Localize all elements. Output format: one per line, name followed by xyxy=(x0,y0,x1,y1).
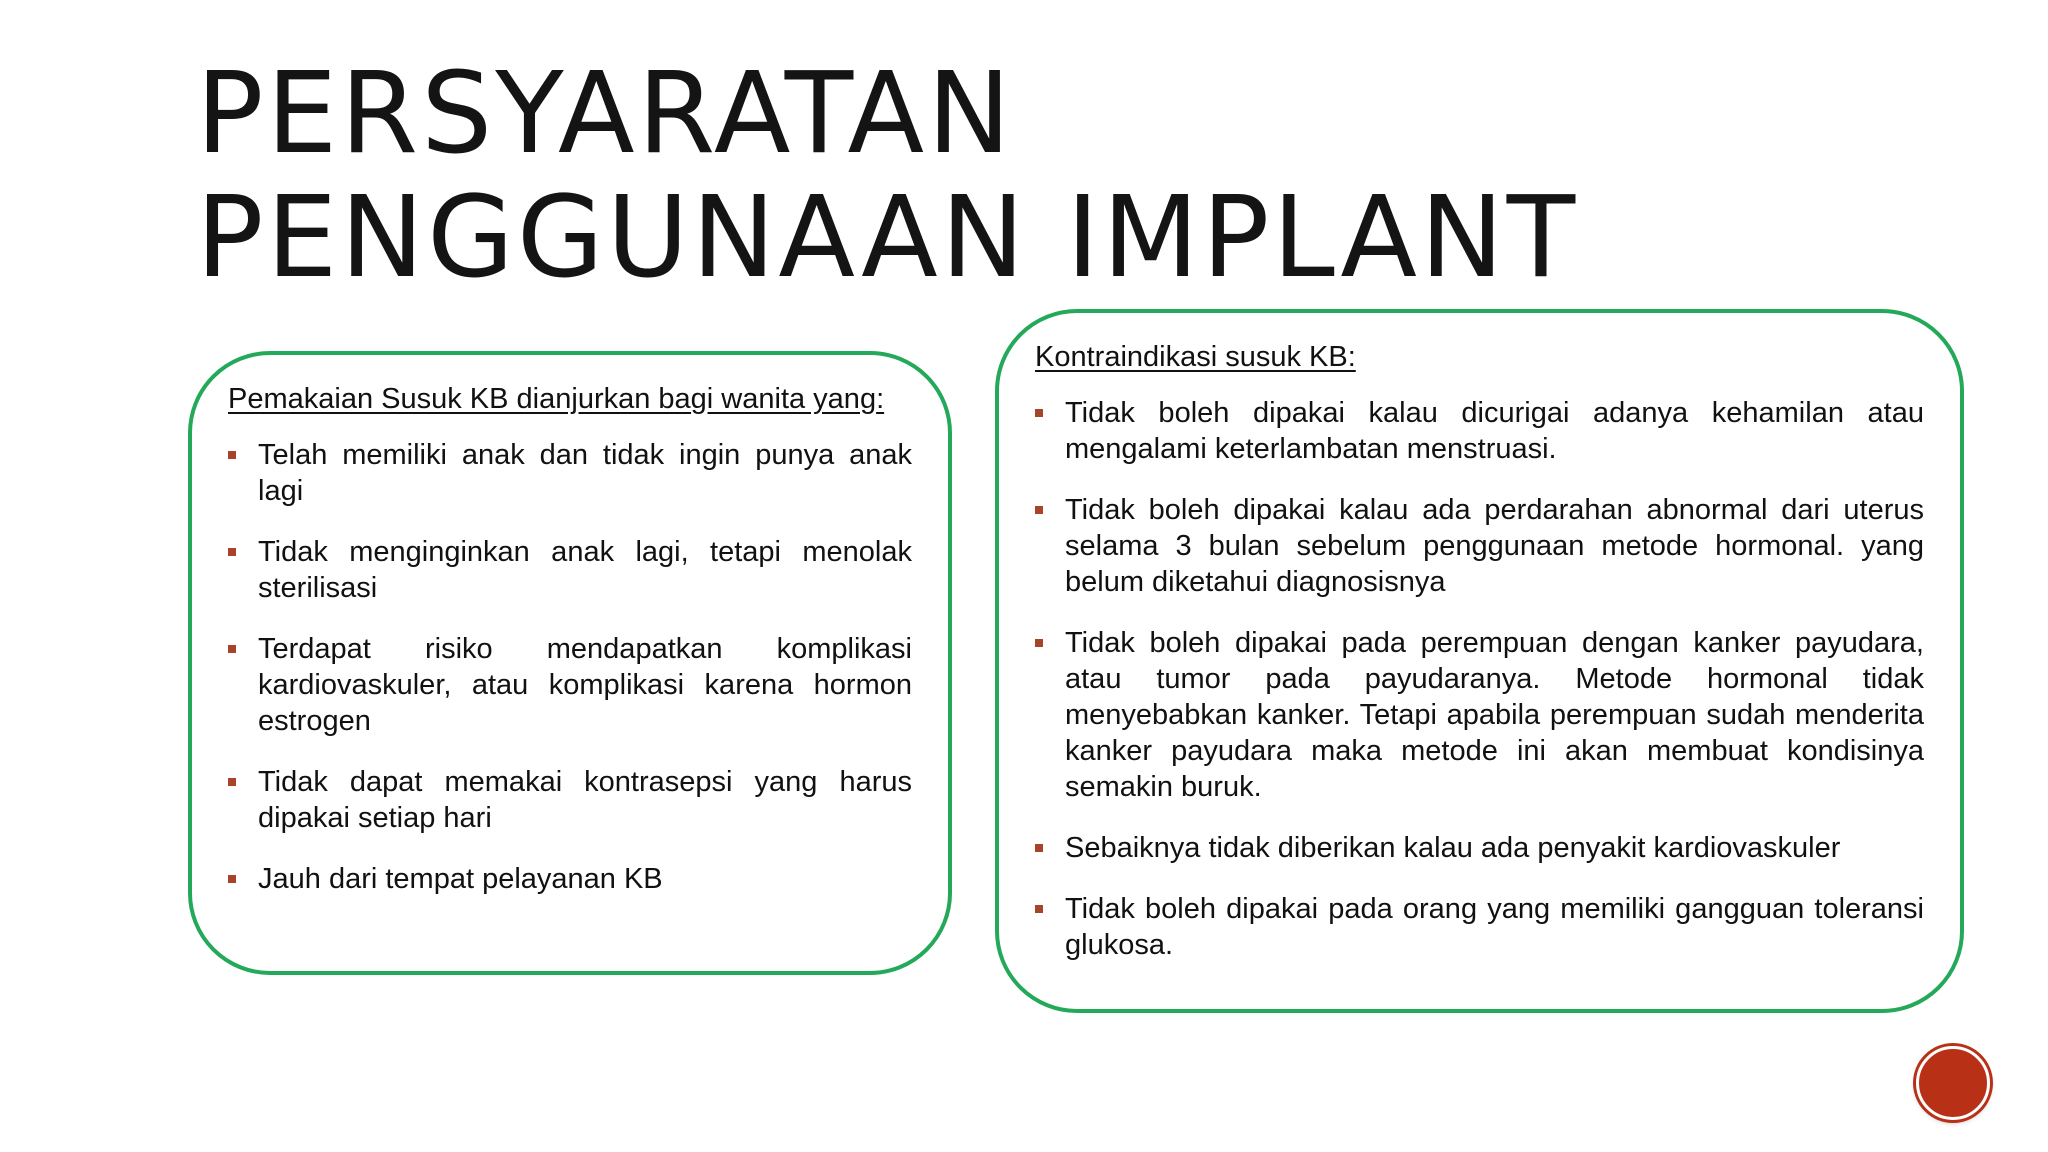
contraindications-item-text: Tidak boleh dipakai kalau ada perdarahan abnormal dari uterus selama 3 bulan sebelum penggunaan metode hormonal. yang belum diketahui diagnosisnya xyxy=(1065,494,1924,598)
square-bullet-icon xyxy=(228,645,236,653)
indications-list-item xyxy=(228,764,912,836)
contraindications-list-item xyxy=(1035,395,1924,467)
indications-item-text: Jauh dari tempat pelayanan KB xyxy=(258,863,663,895)
contraindications-list xyxy=(1035,395,1924,963)
contraindications-item-text: Tidak boleh dipakai pada orang yang memiliki gangguan toleransi glukosa. xyxy=(1065,893,1924,961)
slide-nav-circle-icon[interactable] xyxy=(1916,1046,1990,1120)
contraindications-list-item xyxy=(1035,891,1924,963)
contraindications-list-item xyxy=(1035,830,1924,866)
slide-title-line-2: PENGGUNAAN IMPLANT xyxy=(196,173,1579,303)
slide-title-line-1: PERSYARATAN xyxy=(196,49,1014,179)
indications-item-text: Tidak menginginkan anak lagi, tetapi menolak sterilisasi xyxy=(258,536,912,604)
contraindications-card xyxy=(995,309,1964,1013)
indications-heading-colon: : xyxy=(876,383,885,415)
square-bullet-icon xyxy=(228,778,236,786)
indications-list-item xyxy=(228,437,912,509)
square-bullet-icon xyxy=(228,875,236,883)
contraindications-item-text: Tidak boleh dipakai kalau dicurigai adanya kehamilan atau mengalami keterlambatan menstruasi. xyxy=(1065,397,1924,465)
square-bullet-icon xyxy=(1035,639,1043,647)
indications-item-text: Tidak dapat memakai kontrasepsi yang harus dipakai setiap hari xyxy=(258,766,912,834)
contraindications-heading: Kontraindikasi susuk KB: xyxy=(1035,341,1356,373)
indications-item-text: Telah memiliki anak dan tidak ingin punya anak lagi xyxy=(258,439,912,507)
contraindications-item-text: Sebaiknya tidak diberikan kalau ada penyakit kardiovaskuler xyxy=(1065,832,1841,864)
square-bullet-icon xyxy=(228,548,236,556)
contraindications-list-item xyxy=(1035,625,1924,805)
indications-list-item xyxy=(228,534,912,606)
contraindications-item-text: Tidak boleh dipakai pada perempuan dengan kanker payudara, atau tumor pada payudaranya. Metode hormonal tidak menyebabkan kanker. Tetapi apabila perempuan sudah menderita kanker payudara maka metode ini akan membuat kondisinya semakin buruk. xyxy=(1065,627,1924,803)
indications-list xyxy=(228,437,912,897)
indications-card xyxy=(188,351,952,975)
indications-heading xyxy=(228,381,912,417)
indications-list-item xyxy=(228,861,912,897)
indications-heading-text: Pemakaian Susuk KB dianjurkan bagi wanita yang xyxy=(228,383,877,415)
square-bullet-icon xyxy=(228,451,236,459)
square-bullet-icon xyxy=(1035,844,1043,852)
indications-list-item xyxy=(228,631,912,739)
square-bullet-icon xyxy=(1035,409,1043,417)
square-bullet-icon xyxy=(1035,905,1043,913)
square-bullet-icon xyxy=(1035,506,1043,514)
indications-item-text: Terdapat risiko mendapatkan komplikasi kardiovaskuler, atau komplikasi karena hormon estrogen xyxy=(258,633,912,737)
contraindications-list-item xyxy=(1035,492,1924,600)
slide-title xyxy=(196,49,1896,303)
